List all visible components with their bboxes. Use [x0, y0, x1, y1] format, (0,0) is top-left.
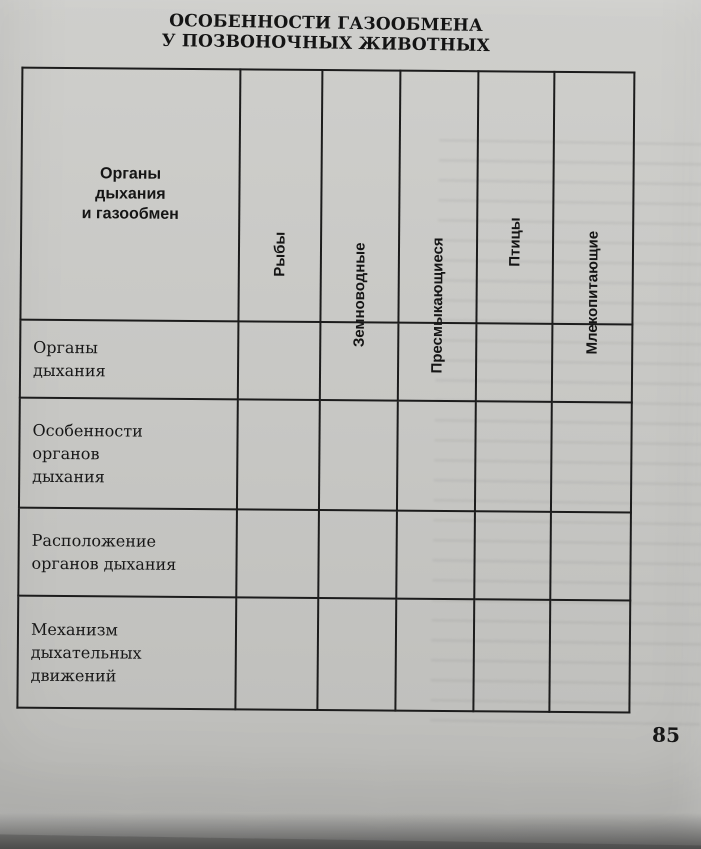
row-label-line: Органы: [33, 337, 98, 358]
column-header-reptiles: [398, 71, 478, 374]
answer-cell[interactable]: [317, 598, 396, 711]
page-edge-shadow: [0, 813, 701, 849]
row-label-line: дыхания: [32, 466, 105, 486]
column-header-birds-label: Птицы: [506, 217, 524, 267]
corner-header-cell: [20, 68, 240, 322]
answer-cell[interactable]: [550, 512, 631, 601]
answer-cell[interactable]: [397, 401, 476, 512]
row-label-line: Механизм: [30, 619, 119, 639]
answer-cell[interactable]: [319, 400, 398, 511]
answer-cell[interactable]: [236, 509, 319, 598]
row-label-line: органов: [32, 443, 100, 463]
row-label-respiratory-organs: [20, 320, 239, 400]
column-header-mammals-label: Млекопитающие: [583, 230, 602, 355]
row-label-line: движений: [30, 665, 117, 685]
corner-header-line-3: и газообмен: [81, 205, 179, 223]
row-label-breathing-mechanism: [17, 596, 236, 710]
answer-cell[interactable]: [551, 402, 632, 513]
header-row: [20, 68, 634, 325]
column-header-fish: [238, 69, 322, 322]
table-row: [19, 398, 632, 513]
worksheet-table: [16, 67, 635, 714]
corner-header-line-1: Органы: [99, 165, 162, 183]
answer-cell[interactable]: [237, 399, 320, 510]
column-header-fish-label: Рыбы: [271, 231, 289, 277]
answer-cell[interactable]: [318, 510, 397, 599]
answer-cell[interactable]: [235, 597, 318, 710]
answer-cell[interactable]: [549, 600, 630, 713]
row-label-line: дыхательных: [30, 642, 142, 663]
row-label-organ-location: [18, 508, 237, 598]
answer-cell[interactable]: [238, 321, 321, 400]
page-title-line-1: ОСОБЕННОСТИ ГАЗООБМЕНА: [169, 10, 484, 36]
corner-header-line-2: дыхания: [95, 185, 166, 203]
column-header-amphibians-label: Земноводные: [350, 242, 369, 348]
page-title-line-2: У ПОЗВОНОЧНЫХ ЖИВОТНЫХ: [161, 30, 491, 57]
column-header-birds: [476, 71, 554, 324]
row-label-line: Расположение: [31, 530, 157, 551]
answer-cell[interactable]: [476, 323, 553, 402]
answer-cell[interactable]: [475, 401, 552, 512]
column-header-reptiles-label: Пресмыкающиеся: [428, 237, 447, 374]
row-label-line: дыхания: [32, 360, 106, 381]
table-row: [18, 508, 631, 601]
answer-cell[interactable]: [396, 511, 475, 600]
table-row: [17, 596, 630, 713]
answer-cell[interactable]: [395, 599, 474, 712]
page-title: [116, 10, 537, 57]
answer-cell[interactable]: [473, 599, 550, 712]
column-header-mammals: [552, 72, 634, 355]
page-number: 85: [651, 722, 681, 748]
worksheet-table-wrapper: [16, 67, 633, 712]
row-label-organ-features: [19, 398, 238, 510]
answer-cell[interactable]: [474, 511, 551, 600]
column-header-amphibians: [320, 70, 400, 348]
row-label-line: органов дыхания: [31, 553, 177, 574]
table-row: [20, 320, 633, 403]
row-label-line: Особенности: [32, 420, 143, 441]
